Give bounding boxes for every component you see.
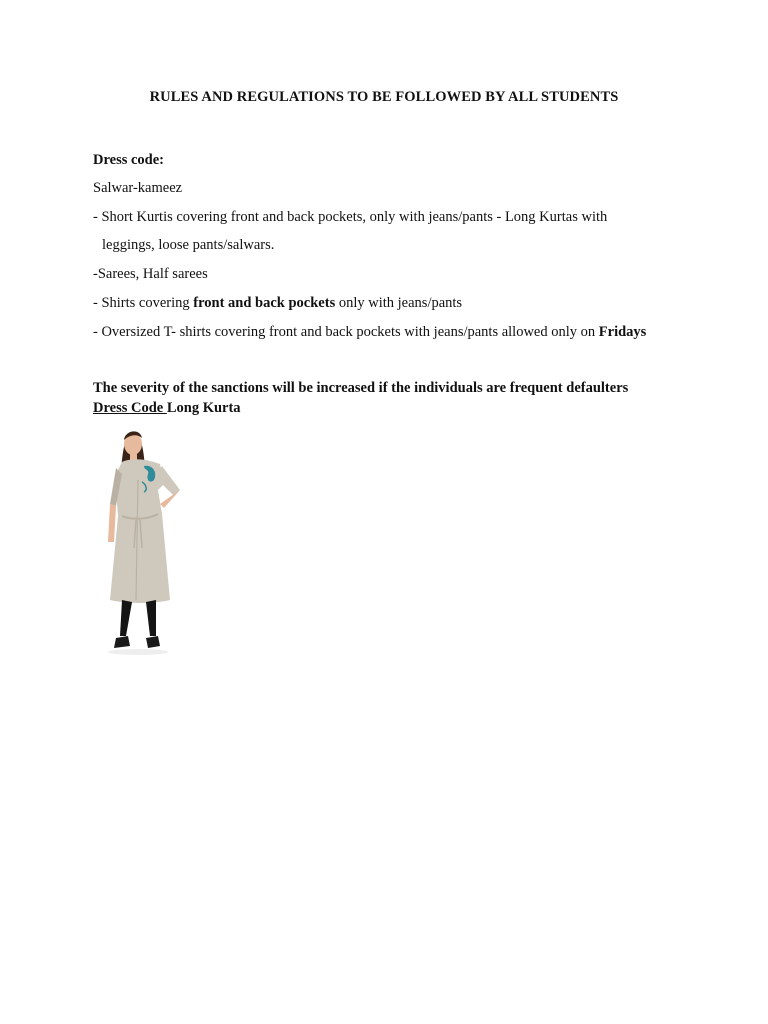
- severity-notice: The severity of the sanctions will be increased if the individuals are frequent defaulters: [93, 380, 629, 396]
- page-title: RULES AND REGULATIONS TO BE FOLLOWED BY ALL STUDENTS: [149, 89, 619, 105]
- rule-short-kurtis: - Short Kurtis covering front and back pockets, only with jeans/pants - Long Kurtas with: [93, 209, 608, 225]
- rule-oversized-tshirts: [93, 324, 646, 341]
- dress-code-heading: Dress code:: [93, 152, 165, 168]
- long-kurta-label: Long Kurta: [166, 400, 241, 416]
- long-kurta-heading: [93, 400, 241, 417]
- rule-salwar-kameez: Salwar-kameez: [93, 180, 183, 196]
- leggings: [120, 600, 132, 636]
- long-kurta-photo: [92, 424, 192, 662]
- rule-shirts-bold: front and back pockets: [193, 295, 336, 311]
- rule-oversized-prefix: - Oversized T- shirts covering front and back pockets with jeans/pants allowed only on: [93, 324, 599, 340]
- rule-oversized-bold: Fridays: [598, 324, 647, 340]
- rule-short-kurtis-continued: leggings, loose pants/salwars.: [102, 237, 275, 253]
- long-kurta-underlined: Dress Code: [93, 400, 167, 416]
- rule-shirts-suffix: only with jeans/pants: [335, 295, 463, 311]
- rule-shirts: [93, 295, 462, 312]
- rule-sarees: -Sarees, Half sarees: [93, 266, 208, 282]
- rule-shirts-prefix: - Shirts covering: [93, 295, 194, 311]
